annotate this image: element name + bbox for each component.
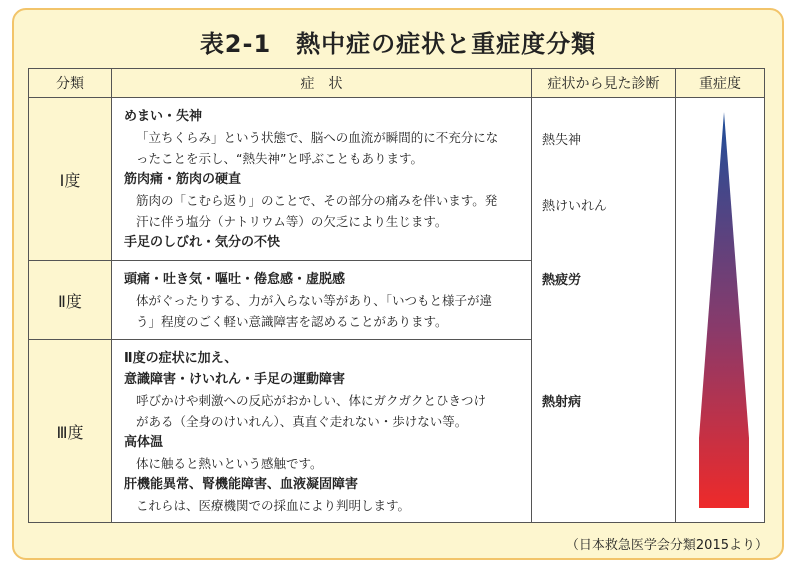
symptom-heading: 筋肉痛・筋肉の硬直 [124, 172, 242, 187]
grade-label: Ⅲ度 [29, 340, 112, 523]
symptom-detail: う」程度のごく軽い意識障害を認めることがあります。 [136, 314, 448, 329]
diagnosis-heat-syncope: 熱失神 [542, 133, 582, 148]
header-symptoms: 症 状 [112, 69, 532, 98]
symptom-heading: 高体温 [124, 435, 164, 450]
header-row [29, 69, 765, 98]
symptom-heading: Ⅱ度の症状に加え、 [124, 351, 238, 366]
severity-wedge-icon [676, 98, 764, 522]
grade-label: Ⅱ度 [29, 261, 112, 340]
symptom-heading: 手足のしびれ・気分の不快 [124, 235, 281, 250]
symptom-heading: めまい・失神 [124, 109, 203, 124]
symptom-cell [112, 340, 532, 523]
symptom-detail: 「立ちくらみ」という状態で、脳への血流が瞬間的に不充分にな [136, 130, 499, 145]
symptom-cell [112, 98, 532, 261]
header-severity: 重症度 [676, 69, 765, 98]
table-row [29, 98, 765, 261]
page-title: 表2-1 熱中症の症状と重症度分類 [199, 30, 597, 58]
symptom-detail: 筋肉の「こむら返り」のことで、その部分の痛みを伴います。発 [136, 193, 498, 208]
symptom-heading: 頭痛・吐き気・嘔吐・倦怠感・虚脱感 [124, 272, 346, 287]
symptom-detail: がある（全身のけいれん）、真直ぐ走れない・歩けない等。 [136, 414, 468, 429]
symptom-cell [112, 261, 532, 340]
source-note: （日本救急医学会分類2015より） [565, 538, 768, 553]
symptom-heading: 意識障害・けいれん・手足の運動障害 [124, 372, 346, 387]
diagnosis-heat-exhaustion: 熱疲労 [542, 273, 582, 288]
severity-cell [676, 98, 765, 523]
symptom-detail: 汗に伴う塩分（ナトリウム等）の欠乏により生じます。 [136, 214, 448, 229]
symptom-heading: 肝機能異常、腎機能障害、血液凝固障害 [124, 477, 359, 492]
heatstroke-table [28, 68, 765, 523]
diagnosis-heat-stroke: 熱射病 [542, 395, 582, 410]
diagnosis-cell [532, 98, 676, 523]
symptom-detail: ったことを示し、“熱失神”と呼ぶこともあります。 [136, 151, 423, 166]
header-category: 分類 [29, 69, 112, 98]
symptom-detail: 呼びかけや刺激への反応がおかしい、体にガクガクとひきつけ [136, 393, 487, 408]
symptom-detail: これらは、医療機関での採血により判明します。 [136, 498, 411, 513]
grade-label: Ⅰ度 [29, 98, 112, 261]
symptom-detail: 体に触ると熱いという感触です。 [136, 456, 323, 471]
diagnosis-heat-cramps: 熱けいれん [542, 199, 608, 214]
symptom-detail: 体がぐったりする、力が入らない等があり、「いつもと様子が違 [136, 293, 493, 308]
header-diagnosis: 症状から見た診断 [532, 69, 676, 98]
